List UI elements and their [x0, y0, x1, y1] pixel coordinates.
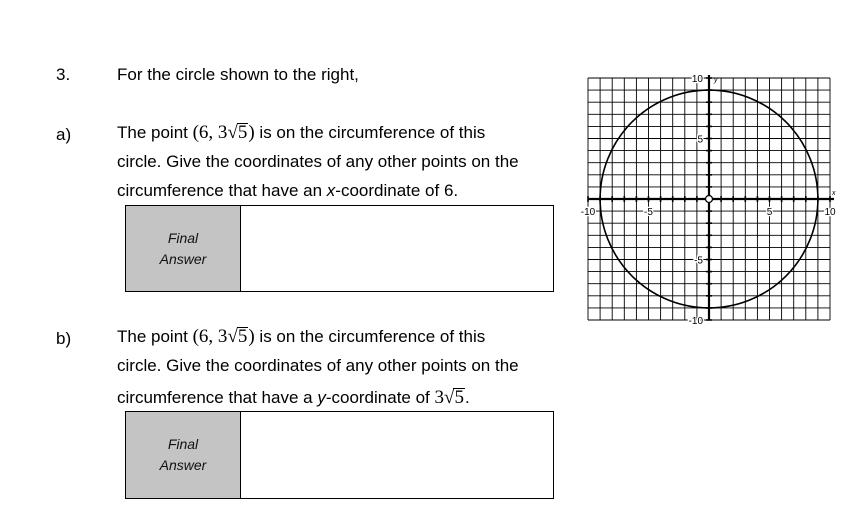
part-b-label: b) [56, 329, 72, 348]
part-b-point-close: ) [248, 326, 255, 347]
x-tick-label: -5 [644, 207, 653, 218]
y-tick-label: 5 [697, 134, 703, 146]
part-b-answer-label [126, 412, 241, 498]
x-tick-label: 5 [766, 207, 773, 218]
part-a-answer-label-line-2: Answer [159, 250, 207, 267]
part-b-line-2: circle. Give the coordinates of any other points on the [117, 356, 519, 375]
part-a-line-3-prefix: circumference that have an [117, 181, 327, 200]
part-a-answer-label [126, 206, 241, 291]
part-b-answer-label-line-1: Final [167, 436, 199, 452]
part-a-variable: x [326, 181, 336, 200]
y-tick-label: -10 [688, 316, 703, 327]
part-b-line-1 [117, 322, 485, 351]
part-b-line-1-suffix: is on the circumference of this [254, 327, 486, 346]
part-a-line-1-prefix: The point [117, 123, 193, 142]
part-a-answer-field[interactable] [241, 206, 553, 291]
part-a-line-1-suffix: is on the circumference of this [254, 123, 486, 142]
part-b-line-3-middle: -coordinate of [325, 388, 435, 407]
part-b-y-coefficient: 3 [434, 387, 445, 408]
part-a-line-2: circle. Give the coordinates of any other points on the [117, 152, 519, 171]
part-b-answer-label-line-2: Answer [159, 457, 207, 473]
part-a-point: (6, 3√5) [192, 122, 255, 143]
part-b-y-radicand: 5 [454, 387, 464, 408]
part-a-line-1 [117, 118, 485, 147]
part-b-line-3-end: . [464, 388, 470, 407]
coordinate-plane [575, 70, 845, 340]
y-tick-label: -5 [694, 255, 703, 267]
part-a-point-close: ) [248, 122, 255, 143]
part-a-line-3-suffix: -coordinate of 6. [335, 181, 459, 200]
part-b-point-open: (6, 3 [192, 326, 228, 347]
x-tick-label: 10 [824, 207, 836, 218]
origin-marker [706, 196, 713, 203]
part-b-line-1-prefix: The point [117, 327, 193, 346]
x-tick-label: -10 [580, 207, 596, 218]
part-b-point: (6, 3√5) [192, 326, 255, 347]
part-a-answer-box [125, 205, 554, 292]
part-b-line-3-prefix: circumference that have a [117, 388, 318, 407]
part-b-line-3 [117, 383, 470, 412]
part-a-answer-label-line-1: Final [167, 229, 199, 246]
part-b-y-value: 3√5 [434, 387, 464, 408]
part-b-answer-field[interactable] [241, 412, 553, 498]
part-b-point-radicand: 5 [237, 326, 248, 347]
y-tick-label: 10 [691, 74, 703, 85]
x-axis-name: x [832, 190, 836, 197]
part-a-point-radicand: 5 [237, 122, 248, 143]
y-axis-name: y [714, 77, 718, 84]
question-intro: For the circle shown to the right, [117, 65, 359, 84]
part-a-line-3 [117, 176, 458, 205]
part-a-point-open: (6, 3 [192, 122, 228, 143]
part-a-label: a) [56, 125, 72, 144]
question-number: 3. [56, 65, 71, 84]
part-b-variable: y [317, 388, 326, 407]
part-b-answer-box [125, 411, 554, 499]
